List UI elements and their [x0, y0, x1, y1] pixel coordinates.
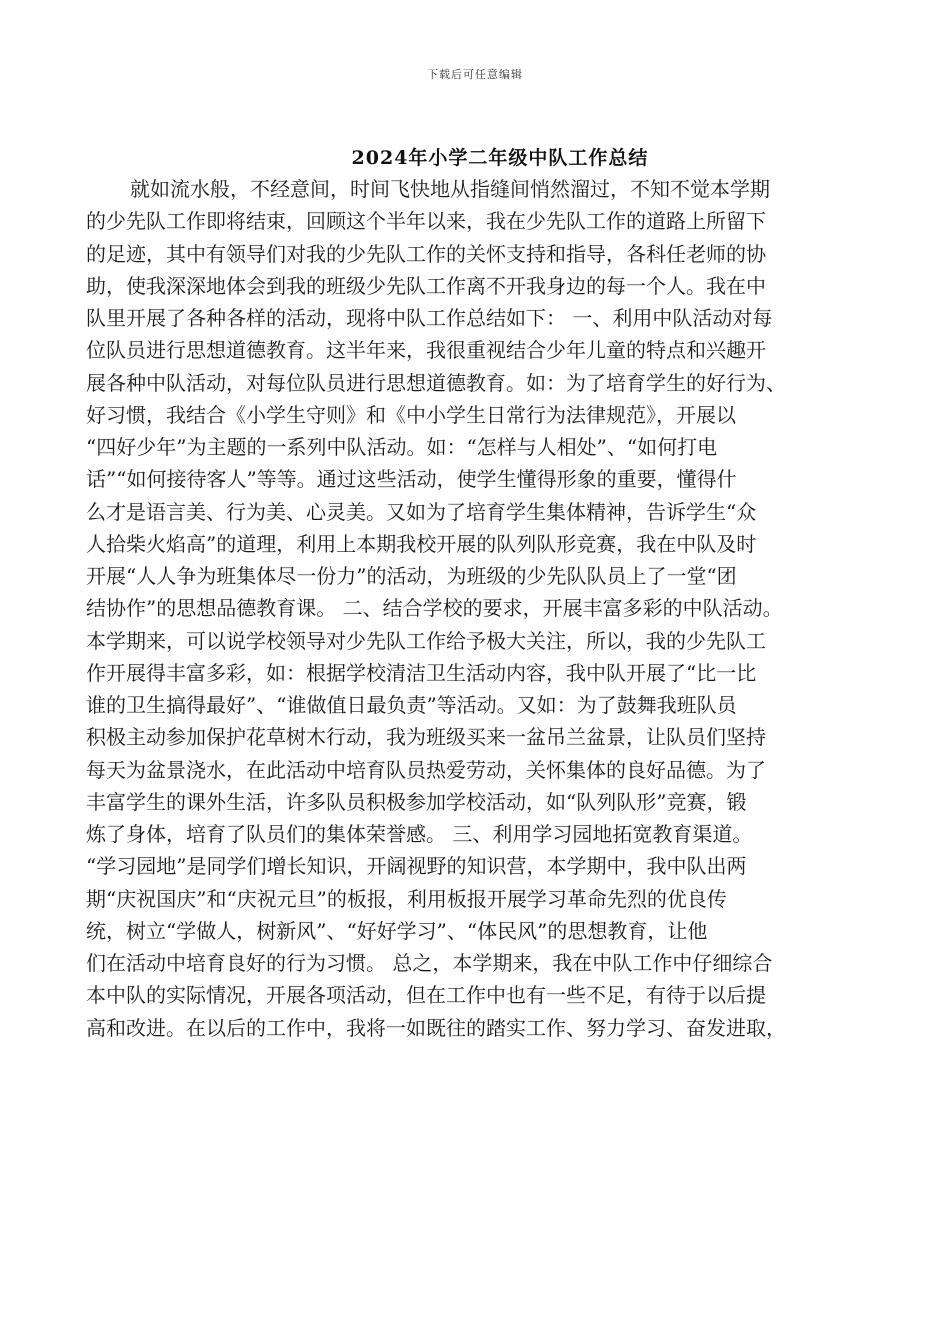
paragraph-line: 谁的卫生搞得最好”、“谁做值日最负责”等活动。又如：为了鼓舞我班队员	[86, 693, 737, 717]
paragraph-line: 话”“如何接待客人”等等。通过这些活动，使学生懂得形象的重要，懂得什	[86, 467, 737, 492]
paragraph-line: 展各种中队活动，对每位队员进行思想道德教育。如：为了培育学生的好行为、	[86, 370, 786, 395]
document-title: 2024年小学二年级中队工作总结	[351, 147, 649, 169]
paragraph-line: 们在活动中培育良好的行为习惯。 总之，本学期来，我在中队工作中仔细综合	[86, 951, 773, 975]
paragraph-line: 本学期来，可以说学校领导对少先队工作给予极大关注，所以，我的少先队工	[86, 628, 766, 653]
paragraph-line: “四好少年”为主题的一系列中队活动。如：“怎样与人相处”、“如何打电	[86, 435, 718, 459]
paragraph-line: 积极主动参加保护花草树木行动，我为班级买来一盆吊兰盆景，让队员们坚持	[86, 725, 766, 750]
paragraph-line: 么才是语言美、行为美、心灵美。又如为了培育学生集体精神，告诉学生“众	[86, 499, 757, 524]
paragraph-line: 开展“人人争为班集体尽一份力”的活动，为班级的少先队队员上了一堂“团	[86, 564, 737, 588]
paragraph-line: 人拾柴火焰高”的道理，利用上本期我校开展的队列队形竞赛，我在中队及时	[86, 531, 757, 556]
paragraph-line: 每天为盆景浇水，在此活动中培育队员热爱劳动，关怀集体的良好品德。为了	[86, 757, 766, 782]
paragraph-line: 炼了身体，培育了队员们的集体荣誉感。 三、利用学习园地拓宽教育渠道。	[86, 822, 753, 846]
paragraph-line: 结协作”的思想品德教育课。 二、结合学校的要求，开展丰富多彩的中队活动。	[86, 596, 783, 621]
header-note: 下载后可任意编辑	[427, 68, 523, 81]
paragraph-line: “学习园地”是同学们增长知识，开阔视野的知识营，本学期中，我中队出两	[86, 854, 747, 879]
paragraph-line: 就如流水般，不经意间，时间飞快地从指缝间悄然溜过，不知不觉本学期	[130, 177, 770, 201]
paragraph-line: 好习惯，我结合《小学生守则》和《中小学生日常行为法律规范》，开展以	[86, 402, 736, 427]
paragraph-line: 的足迹，其中有领导们对我的少先队工作的关怀支持和指导，各科任老师的协	[86, 241, 766, 266]
paragraph-line: 位队员进行思想道德教育。这半年来，我很重视结合少年儿童的特点和兴趣开	[86, 338, 766, 363]
paragraph-line: 高和改进。在以后的工作中，我将一如既往的踏实工作、努力学习、奋发进取，	[86, 1015, 786, 1040]
paragraph-line: 本中队的实际情况，开展各项活动，但在工作中也有一些不足，有待于以后提	[86, 983, 766, 1008]
document-body	[86, 173, 876, 1044]
paragraph-line: 期“庆祝国庆”和“庆祝元旦”的板报，利用板报开展学习革命先烈的优良传	[86, 886, 727, 911]
paragraph-line: 丰富学生的课外生活，许多队员积极参加学校活动，如“队列队形”竞赛，锻	[86, 789, 747, 814]
paragraph-line: 统，树立“学做人，树新风”、“好好学习”、“体民风”的思想教育，让他	[86, 918, 708, 943]
paragraph-line: 助，使我深深地体会到我的班级少先队工作离不开我身边的每一个人。我在中	[86, 273, 766, 298]
paragraph-line: 队里开展了各种各样的活动，现将中队工作总结如下： 一、利用中队活动对每	[86, 306, 773, 330]
paragraph-line: 作开展得丰富多彩，如：根据学校清洁卫生活动内容，我中队开展了“比一比	[86, 660, 757, 685]
paragraph-line: 的少先队工作即将结束，回顾这个半年以来，我在少先队工作的道路上所留下	[86, 209, 766, 234]
